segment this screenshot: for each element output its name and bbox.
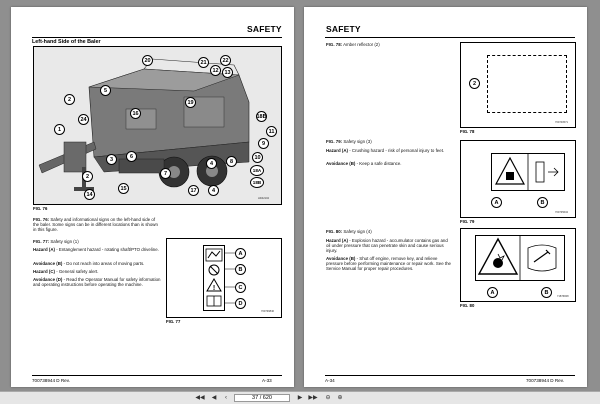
callout-5: 5 bbox=[100, 85, 111, 96]
footer-rule bbox=[325, 375, 575, 376]
fig78-ref: FIG. 78: bbox=[326, 42, 343, 47]
callout-6: 6 bbox=[126, 151, 137, 162]
callout-leader-lines bbox=[167, 239, 281, 317]
callout-11: 11 bbox=[266, 126, 277, 137]
avoidance-b-label: Avoidance (B) bbox=[33, 261, 63, 266]
fig77-text: Safety sign (1) bbox=[50, 239, 79, 244]
avoidance-d bbox=[33, 277, 161, 287]
figure-79-code: 700735634 bbox=[555, 211, 568, 214]
figure-80-code: 71876848 bbox=[557, 295, 569, 298]
avoidance-b bbox=[33, 261, 161, 266]
callout-15: 15 bbox=[118, 183, 129, 194]
zoom-out-icon[interactable]: ⊖ bbox=[325, 395, 331, 401]
fig79-ref: FIG. 79: bbox=[326, 139, 343, 144]
callout-3: 3 bbox=[106, 154, 117, 165]
page-number-input[interactable] bbox=[234, 394, 290, 402]
callout-14: 14 bbox=[84, 189, 95, 200]
hazard-a-text: - Entanglement hazard - rotating shaft/PTO driveline. bbox=[56, 247, 159, 252]
zoom-in-icon[interactable]: ⊕ bbox=[337, 395, 343, 401]
figure-79-image bbox=[460, 140, 576, 218]
fig80-text: Safety sign (4) bbox=[343, 229, 372, 234]
fig80-description bbox=[326, 229, 452, 234]
hazard-c bbox=[33, 269, 161, 274]
callout-b: B bbox=[537, 197, 548, 208]
fig78-description bbox=[326, 42, 452, 47]
fig80-avoid-text: - Shut off engine, remove key, and relieve pressure before performing maintenance or repair work. See the Service Manual for proper repair procedures. bbox=[326, 256, 451, 272]
callout-18a: 18A bbox=[250, 165, 264, 176]
callout-7: 7 bbox=[160, 168, 171, 179]
figure-78-code: 700740571 bbox=[555, 121, 568, 124]
callout-20: 19 bbox=[185, 97, 196, 108]
hazard-c-text: - General safety alert. bbox=[56, 269, 99, 274]
figure-80-label: FIG. 80 bbox=[460, 303, 475, 308]
callout-2: 2 bbox=[469, 78, 480, 89]
fig76-ref: FIG. 76: bbox=[33, 217, 50, 222]
figure-76-label: FIG. 76 bbox=[33, 206, 48, 211]
footer-doc-number: 700738944 D Rev. bbox=[32, 378, 70, 383]
fig79-text: Safety sign (3) bbox=[343, 139, 372, 144]
fig79-avoid-label: Avoidance (B) bbox=[326, 161, 356, 166]
callout-1: 1 bbox=[54, 124, 65, 135]
fig79-hazard bbox=[326, 148, 452, 153]
page-separator: / bbox=[259, 394, 262, 401]
figure-76-image bbox=[33, 46, 282, 205]
callout-b: B bbox=[235, 264, 246, 275]
callout-24: 24 bbox=[78, 114, 89, 125]
explosion-hazard-icons bbox=[476, 236, 564, 280]
callout-17: 17 bbox=[188, 185, 199, 196]
avoidance-b-text: - Do not reach into areas of moving parts. bbox=[63, 261, 145, 266]
callout-2-b: 2 bbox=[82, 171, 93, 182]
viewer-toolbar bbox=[0, 391, 600, 404]
figure-78-label: FIG. 78 bbox=[460, 129, 475, 134]
fig80-ref: FIG. 80: bbox=[326, 229, 343, 234]
fig79-avoidance bbox=[326, 161, 452, 166]
baler-illustration bbox=[34, 47, 281, 204]
callout-21: 20 bbox=[142, 55, 153, 66]
figure-78-image bbox=[460, 42, 576, 128]
footer-page-number: A-34 bbox=[325, 378, 335, 383]
fig79-hazard-text: - Crushing hazard - risk of personal injury to feet. bbox=[349, 148, 445, 153]
fig78-text: Amber reflector (2) bbox=[343, 42, 380, 47]
crush-hazard-icons bbox=[492, 154, 564, 190]
explosion-sign bbox=[475, 235, 565, 281]
left-page bbox=[11, 7, 294, 387]
callout-a: A bbox=[491, 197, 502, 208]
callout-2: 2 bbox=[64, 94, 75, 105]
footer-doc-number: 700738944 D Rev. bbox=[526, 378, 564, 383]
callout-8: 8 bbox=[226, 156, 237, 167]
figure-77-code: 700736846 bbox=[261, 310, 274, 313]
fig80-avoid-label: Avoidance (B) bbox=[326, 256, 356, 261]
fig79-hazard-label: Hazard (A) bbox=[326, 148, 348, 153]
amber-reflector-outline bbox=[487, 55, 567, 113]
fig77-description bbox=[33, 239, 161, 244]
figure-77-label: FIG. 77 bbox=[166, 319, 181, 324]
total-pages: 620 bbox=[262, 394, 272, 401]
callout-22: 21 bbox=[198, 57, 209, 68]
callout-16: 16 bbox=[130, 108, 141, 119]
header-rule bbox=[325, 37, 575, 38]
fig76-text: Safety and informational signs on the left-hand side of the baler. Some signs can be in different locations than is shown in this figure. bbox=[33, 217, 158, 233]
previous-page-icon[interactable]: ◀ bbox=[211, 395, 217, 401]
section-title: Left-hand Side of the Baler bbox=[32, 39, 101, 45]
callout-18b: 18B bbox=[250, 177, 264, 188]
fig80-avoidance bbox=[326, 256, 452, 272]
hazard-c-label: Hazard (C) bbox=[33, 269, 55, 274]
figure-76-code: HD42104 bbox=[258, 197, 269, 200]
page-header: SAFETY bbox=[247, 24, 282, 34]
previous-arrow-icon[interactable]: ‹ bbox=[225, 394, 227, 401]
crush-sign bbox=[491, 153, 565, 191]
fig80-hazard-label: Hazard (A) bbox=[326, 238, 348, 243]
fig80-hazard-text: - Explosion hazard - accumulator contains gas and oil under pressure that can penetrate skin and cause serious injury. bbox=[326, 238, 448, 254]
callout-d: D bbox=[235, 298, 246, 309]
callout-4-b: 4 bbox=[208, 185, 219, 196]
last-page-icon[interactable]: ▶▶ bbox=[308, 395, 318, 401]
callout-c: C bbox=[235, 282, 246, 293]
callout-a: A bbox=[235, 248, 246, 259]
callout-4-a: 4 bbox=[206, 158, 217, 169]
callout-23: 22 bbox=[220, 55, 231, 66]
first-page-icon[interactable]: ◀◀ bbox=[195, 395, 205, 401]
callout-19: 18B bbox=[256, 111, 267, 122]
figure-79-label: FIG. 79 bbox=[460, 219, 475, 224]
callout-9: 9 bbox=[258, 138, 269, 149]
current-page: 37 bbox=[252, 394, 259, 401]
hazard-a-label: Hazard (A) bbox=[33, 247, 55, 252]
fig80-hazard bbox=[326, 238, 452, 254]
callout-10: 10 bbox=[252, 152, 263, 163]
svg-text:!: ! bbox=[212, 285, 216, 292]
avoidance-d-label: Avoidance (D) bbox=[33, 277, 63, 282]
footer-page-number: A-33 bbox=[262, 378, 272, 383]
header-rule bbox=[32, 37, 282, 38]
avoidance-d-text: - Read the Operator Manual for safety information and operating instructions before operating the machine. bbox=[33, 277, 161, 288]
fig76-description bbox=[33, 217, 161, 233]
figure-80-image bbox=[460, 228, 576, 302]
callout-12: 12 bbox=[210, 65, 221, 76]
callout-13: 13 bbox=[222, 67, 233, 78]
callout-a: A bbox=[487, 287, 498, 298]
fig79-avoid-text: - Keep a safe distance. bbox=[356, 161, 402, 166]
page-header: SAFETY bbox=[326, 24, 361, 34]
footer-rule bbox=[32, 375, 282, 376]
next-page-icon[interactable]: ▶ bbox=[297, 395, 303, 401]
fig79-description bbox=[326, 139, 452, 144]
figure-77-image bbox=[166, 238, 282, 318]
hazard-a bbox=[33, 247, 161, 252]
right-page bbox=[304, 7, 587, 387]
fig77-ref: FIG. 77: bbox=[33, 239, 50, 244]
callout-b: B bbox=[541, 287, 552, 298]
